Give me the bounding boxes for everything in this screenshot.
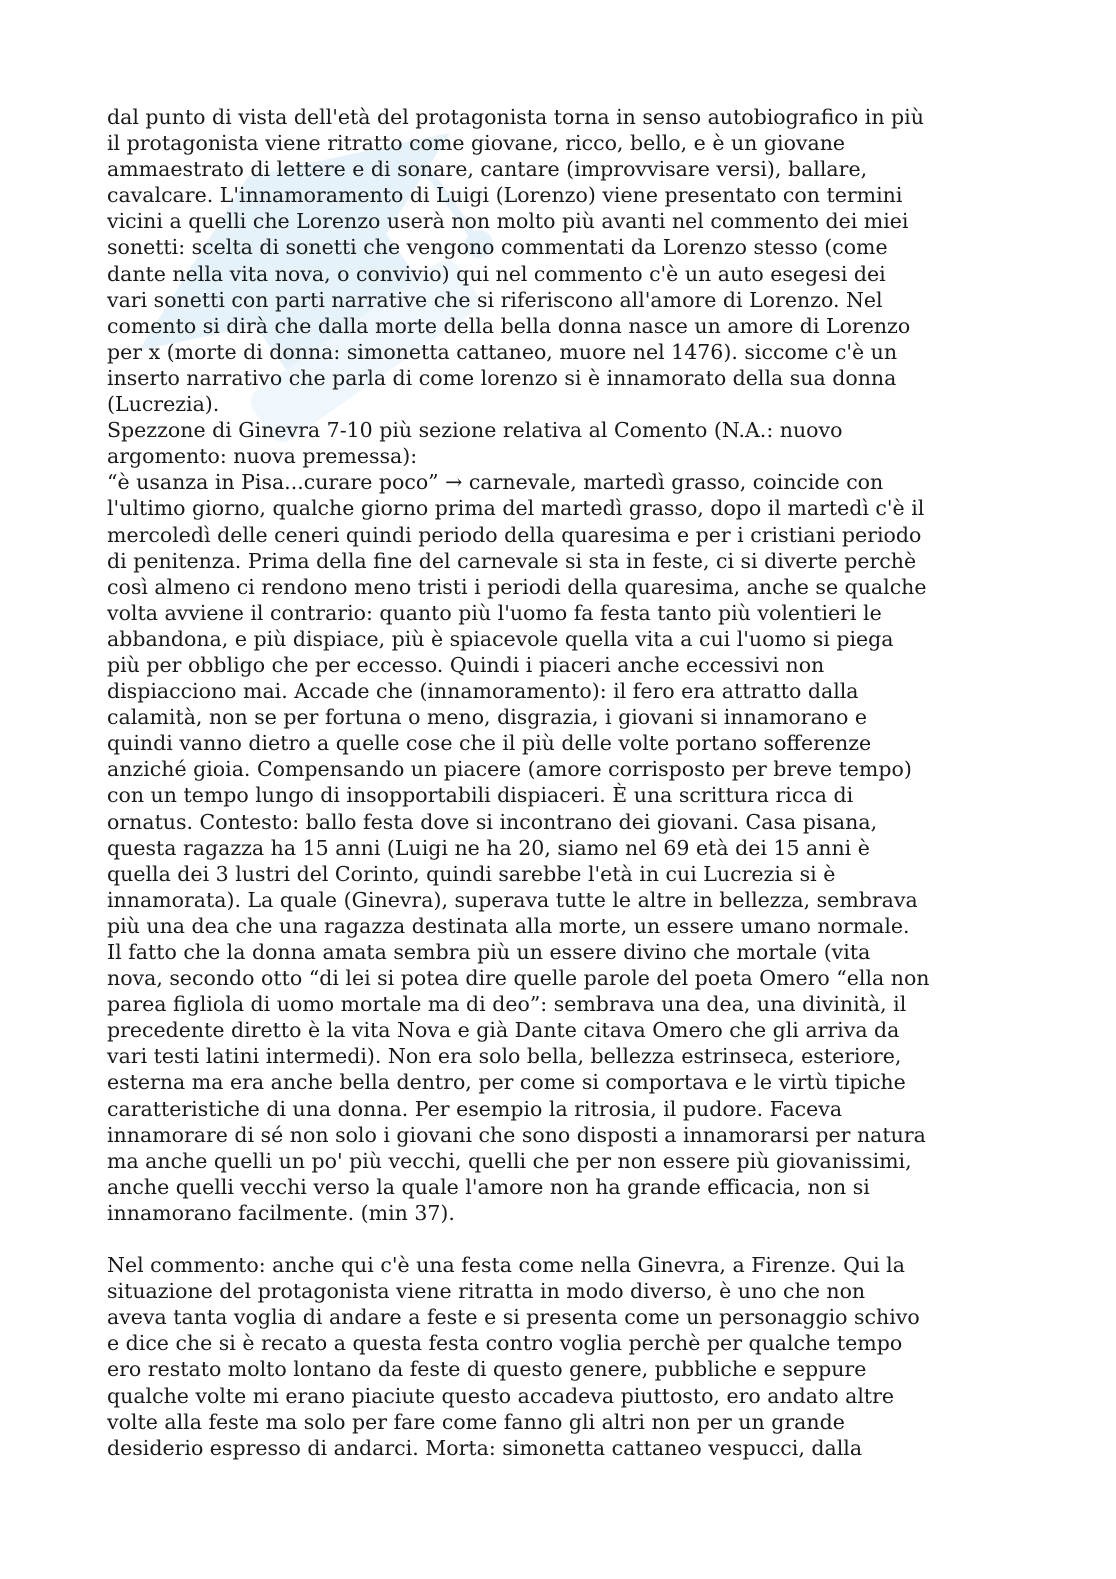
paragraph: Spezzone di Ginevra 7-10 più sezione relativa al Comento (N.A.: nuovo argomento: nuova premessa): [107,418,843,469]
paragraph: “è usanza in Pisa...curare poco” → carnevale, martedì grasso, coincide con l'ultimo giorno, qualche giorno prima del martedì grasso, dopo il martedì c'è il mercoledì delle ceneri quindi periodo della quaresima e per i cristiani periodo di penitenza. Prima della fine del carnevale si sta in feste, ci si diverte perchè così almeno ci rendono meno tristi i periodi della quaresima, anche se qualche volta avviene il contrario: quanto più l'uomo fa festa tanto più volentieri le abbandona, e più dispiace, più è spiacevole quella vita a cui l'uomo si piega più per obbligo che per eccesso. Quindi i piaceri anche eccessivi non dispiacciono mai. Accade che (innamoramento): il fero era attratto dalla calamità, non se per fortuna o meno, disgrazia, i giovani si innamorano e quindi vanno dietro a quelle cose che il più delle volte portano sofferenze anziché gioia. Compensando un piacere (amore corrisposto per breve tempo) con un tempo lungo di insopportabili dispiaceri. È una scrittura ricca di ornatus. Contesto: ballo festa dove si incontrano dei giovani. Casa pisana, questa ragazza ha 15 anni (Luigi ne ha 20, siamo nel 69 età dei 15 anni è quella dei 3 lustri del Corinto, quindi sarebbe l'età in cui Lucrezia si è innamorata). La quale (Ginevra), superava tutte le altre in bellezza, sembrava più una dea che una ragazza destinata alla morte, un essere umano normale. Il fatto che la donna amata sembra più un essere divino che mortale (vita nova, secondo otto “di lei si potea dire quelle parole del poeta Omero “ella non parea figliola di uomo mortale ma di deo”: sembrava una dea, una divinità, il precedente diretto è la vita Nova e già Dante citava Omero che gli arriva da vari testi latini intermedi). Non era solo bella, bellezza estrinseca, esteriore, esterna ma era anche bella dentro, per come si comportava e le virtù tipiche caratteristiche di una donna. Per esempio la ritrosia, il pudore. Faceva innamorare di sé non solo i giovani che sono disposti a innamorarsi per natura ma anche quelli un po' più vecchi, quelli che per non essere più giovanissimi, anche quelli vecchi verso la quale l'amore non ha grande efficacia, non si innamorano facilmente. (min 37). [107,470,930,1225]
paragraph-spacer [107,1226,1027,1252]
document-body [107,104,1027,1461]
paragraph: Nel commento: anche qui c'è una festa come nella Ginevra, a Firenze. Qui la situazione del protagonista viene ritratta in modo diverso, è uno che non aveva tanta voglia di andare a feste e si presenta come un personaggio schivo e dice che si è recato a questa festa contro voglia perchè per qualche tempo ero restato molto lontano da feste di questo genere, pubbliche e seppure qualche volte mi erano piaciute questo accadeva piuttosto, ero andato altre volte alla feste ma solo per fare come fanno gli altri non per un grande desiderio espresso di andarci. Morta: simonetta cattaneo vespucci, dalla [107,1253,920,1460]
paragraph: dal punto di vista dell'età del protagonista torna in senso autobiografico in più il protagonista viene ritratto come giovane, ricco, bello, e è un giovane ammaestrato di lettere e di sonare, cantare (improvvisare versi), ballare, cavalcare. L'innamoramento di Luigi (Lorenzo) viene presentato con termini vicini a quelli che Lorenzo userà non molto più avanti nel commento dei miei sonetti: scelta di sonetti che vengono commentati da Lorenzo stesso (come dante nella vita nova, o convivio) qui nel commento c'è un auto esegesi dei vari sonetti con parti narrative che si riferiscono all'amore di Lorenzo. Nel comento si dirà che dalla morte della bella donna nasce un amore di Lorenzo per x (morte di donna: simonetta cattaneo, muore nel 1476). siccome c'è un inserto narrativo che parla di come lorenzo si è innamorato della sua donna (Lucrezia). [107,105,924,417]
